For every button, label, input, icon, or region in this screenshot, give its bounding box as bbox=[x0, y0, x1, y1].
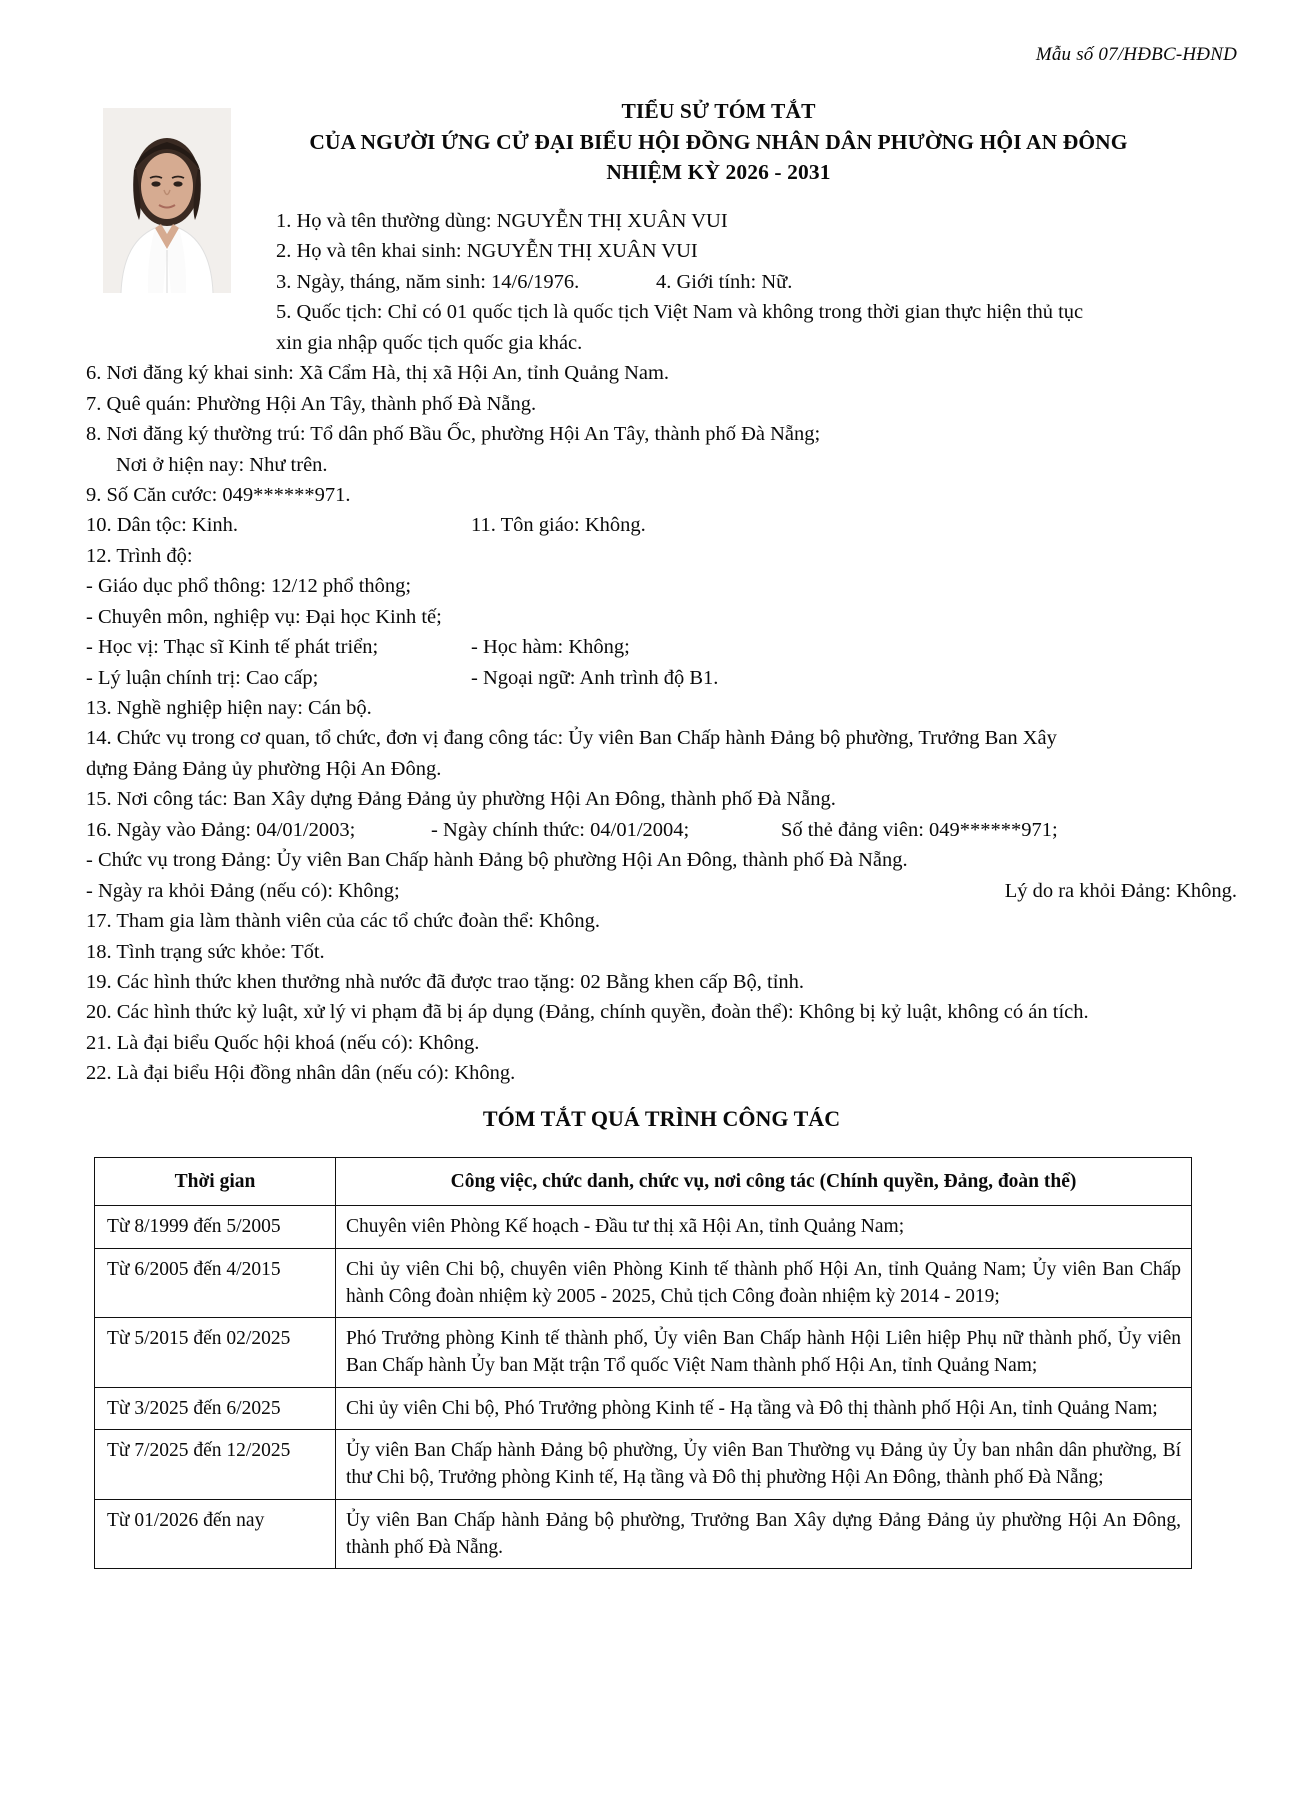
item-11: 11. Tôn giáo: Không. bbox=[471, 514, 646, 537]
item-10: 10. Dân tộc: Kinh. bbox=[86, 514, 239, 537]
cell-description: Ủy viên Ban Chấp hành Đảng bộ phường, Ủy viên Ban Thường vụ Đảng ủy Ủy ban nhân dân phường, Bí thư Chi bộ, Trưởng phòng Kinh tế, Hạ tầng và Đô thị phường Hội An Đông, thành phố Đà Nẵng; bbox=[336, 1430, 1192, 1500]
item-16-leave-row bbox=[86, 876, 1237, 906]
item-5-line-2: xin gia nhập quốc tịch quốc gia khác. bbox=[276, 331, 583, 354]
item-17: 17. Tham gia làm thành viên của các tổ chức đoàn thể: Không. bbox=[86, 910, 600, 933]
item-8-line-2: Nơi ở hiện nay: Như trên. bbox=[116, 453, 328, 476]
item-12-foreign-language: - Ngoại ngữ: Anh trình độ B1. bbox=[471, 666, 719, 689]
item-21: 21. Là đại biểu Quốc hội khoá (nếu có): Không. bbox=[86, 1031, 480, 1054]
item-14-line-2: dựng Đảng Đảng ủy phường Hội An Đông. bbox=[86, 757, 442, 780]
cell-time: Từ 6/2005 đến 4/2015 bbox=[95, 1248, 336, 1318]
table-row bbox=[95, 1206, 1192, 1248]
item-12: 12. Trình độ: bbox=[86, 544, 193, 567]
cell-description: Chi ủy viên Chi bộ, Phó Trưởng phòng Kinh tế - Hạ tầng và Đô thị thành phố Hội An, tỉnh Quảng Nam; bbox=[336, 1387, 1192, 1429]
item-2: 2. Họ và tên khai sinh: NGUYỄN THỊ XUÂN VUI bbox=[276, 240, 698, 263]
title-line-3: NHIỆM KỲ 2026 - 2031 bbox=[606, 160, 831, 185]
career-history-table bbox=[94, 1157, 1192, 1569]
cell-time: Từ 3/2025 đến 6/2025 bbox=[95, 1387, 336, 1429]
item-16-party-position: - Chức vụ trong Đảng: Ủy viên Ban Chấp hành Đảng bộ phường Hội An Đông, thành phố Đà Nẵng. bbox=[86, 849, 908, 872]
item-16-official-date: - Ngày chính thức: 04/01/2004; bbox=[431, 818, 690, 841]
item-6: 6. Nơi đăng ký khai sinh: Xã Cẩm Hà, thị xã Hội An, tỉnh Quảng Nam. bbox=[86, 362, 670, 385]
table-row bbox=[95, 1387, 1192, 1429]
item-7: 7. Quê quán: Phường Hội An Tây, thành phố Đà Nẵng. bbox=[86, 392, 537, 415]
item-12-political-theory: - Lý luận chính trị: Cao cấp; bbox=[86, 666, 319, 689]
item-4: 4. Giới tính: Nữ. bbox=[656, 270, 793, 293]
item-14-line-1: 14. Chức vụ trong cơ quan, tổ chức, đơn vị đang công tác: Ủy viên Ban Chấp hành Đảng bộ phường, Trưởng Ban Xây bbox=[86, 727, 1057, 750]
item-22: 22. Là đại biểu Hội đồng nhân dân (nếu có): Không. bbox=[86, 1062, 516, 1085]
cell-time: Từ 7/2025 đến 12/2025 bbox=[95, 1430, 336, 1500]
item-8-line-1: 8. Nơi đăng ký thường trú: Tổ dân phố Bầu Ốc, phường Hội An Tây, thành phố Đà Nẵng; bbox=[86, 423, 821, 446]
table-row bbox=[95, 1248, 1192, 1318]
item-9: 9. Số Căn cước: 049******971. bbox=[86, 483, 351, 506]
table-row bbox=[95, 1318, 1192, 1388]
item-12-academic-title: - Học hàm: Không; bbox=[471, 636, 630, 659]
cell-description: Phó Trưởng phòng Kinh tế thành phố, Ủy viên Ban Chấp hành Hội Liên hiệp Phụ nữ thành phố, Ủy viên Ban Chấp hành Ủy ban Mặt trận Tổ quốc Việt Nam thành phố Hội An, tỉnh Quảng Nam; bbox=[336, 1318, 1192, 1388]
career-section-heading: TÓM TẮT QUÁ TRÌNH CÔNG TÁC bbox=[482, 1105, 841, 1131]
item-3: 3. Ngày, tháng, năm sinh: 14/6/1976. bbox=[276, 270, 580, 293]
cell-time: Từ 5/2015 đến 02/2025 bbox=[95, 1318, 336, 1388]
table-row bbox=[95, 1430, 1192, 1500]
table-header-row bbox=[95, 1158, 1192, 1206]
item-16-card-number: Số thẻ đảng viên: 049******971; bbox=[781, 818, 1058, 841]
item-12-politics-row bbox=[86, 663, 1237, 693]
title-line-2: CỦA NGƯỜI ỨNG CỬ ĐẠI BIỂU HỘI ĐỒNG NHÂN DÂN PHƯỜNG HỘI AN ĐÔNG bbox=[309, 129, 1128, 154]
item-13: 13. Nghề nghiệp hiện nay: Cán bộ. bbox=[86, 697, 372, 719]
item-18: 18. Tình trạng sức khỏe: Tốt. bbox=[86, 940, 325, 963]
item-12-degree-row bbox=[86, 632, 1237, 662]
item-16-leave-date: - Ngày ra khỏi Đảng (nếu có): Không; bbox=[86, 879, 400, 902]
biography-body bbox=[86, 206, 1237, 1135]
cell-time: Từ 01/2026 đến nay bbox=[95, 1499, 336, 1569]
column-header-description: Công việc, chức danh, chức vụ, nơi công tác (Chính quyền, Đảng, đoàn thể) bbox=[336, 1158, 1192, 1206]
cell-description: Ủy viên Ban Chấp hành Đảng bộ phường, Trưởng Ban Xây dựng Đảng Đảng ủy phường Hội An Đông, thành phố Đà Nẵng. bbox=[336, 1499, 1192, 1569]
title-line-1: TIỂU SỬ TÓM TẮT bbox=[621, 99, 816, 123]
item-16-join-date: 16. Ngày vào Đảng: 04/01/2003; bbox=[86, 818, 356, 841]
form-code: Mẫu số 07/HĐBC-HĐND bbox=[1035, 44, 1237, 65]
item-5-line-1: 5. Quốc tịch: Chỉ có 01 quốc tịch là quốc tịch Việt Nam và không trong thời gian thực hiện thủ tục bbox=[276, 301, 1084, 324]
table-body bbox=[95, 1206, 1192, 1569]
item-3-4-row bbox=[86, 267, 1237, 297]
document-title bbox=[200, 96, 1237, 188]
item-20: 20. Các hình thức kỷ luật, xử lý vi phạm đã bị áp dụng (Đảng, chính quyền, đoàn thể): Không bị kỷ luật, không có án tích. bbox=[86, 1001, 1089, 1024]
item-15: 15. Nơi công tác: Ban Xây dựng Đảng Đảng ủy phường Hội An Đông, thành phố Đà Nẵng. bbox=[86, 788, 836, 811]
table-row bbox=[95, 1499, 1192, 1569]
column-header-time: Thời gian bbox=[95, 1158, 336, 1206]
item-12-specialty: - Chuyên môn, nghiệp vụ: Đại học Kinh tế; bbox=[86, 605, 442, 628]
item-19: 19. Các hình thức khen thưởng nhà nước đã được trao tặng: 02 Bằng khen cấp Bộ, tỉnh. bbox=[86, 970, 805, 993]
cell-description: Chuyên viên Phòng Kế hoạch - Đầu tư thị xã Hội An, tỉnh Quảng Nam; bbox=[336, 1206, 1192, 1248]
cell-description: Chi ủy viên Chi bộ, chuyên viên Phòng Kinh tế thành phố Hội An, tỉnh Quảng Nam; Ủy viên Ban Chấp hành Công đoàn nhiệm kỳ 2005 - 2025, Chủ tịch Công đoàn nhiệm kỳ 2014 - 2019; bbox=[336, 1248, 1192, 1318]
item-12-general-education: - Giáo dục phổ thông: 12/12 phổ thông; bbox=[86, 575, 412, 598]
item-16-row bbox=[86, 815, 1237, 845]
item-1: 1. Họ và tên thường dùng: NGUYỄN THỊ XUÂN VUI bbox=[276, 210, 728, 232]
item-12-academic-degree: - Học vị: Thạc sĩ Kinh tế phát triển; bbox=[86, 636, 379, 659]
item-16-leave-reason: Lý do ra khỏi Đảng: Không. bbox=[1004, 879, 1237, 902]
item-10-11-row bbox=[86, 510, 1237, 540]
cell-time: Từ 8/1999 đến 5/2005 bbox=[95, 1206, 336, 1248]
